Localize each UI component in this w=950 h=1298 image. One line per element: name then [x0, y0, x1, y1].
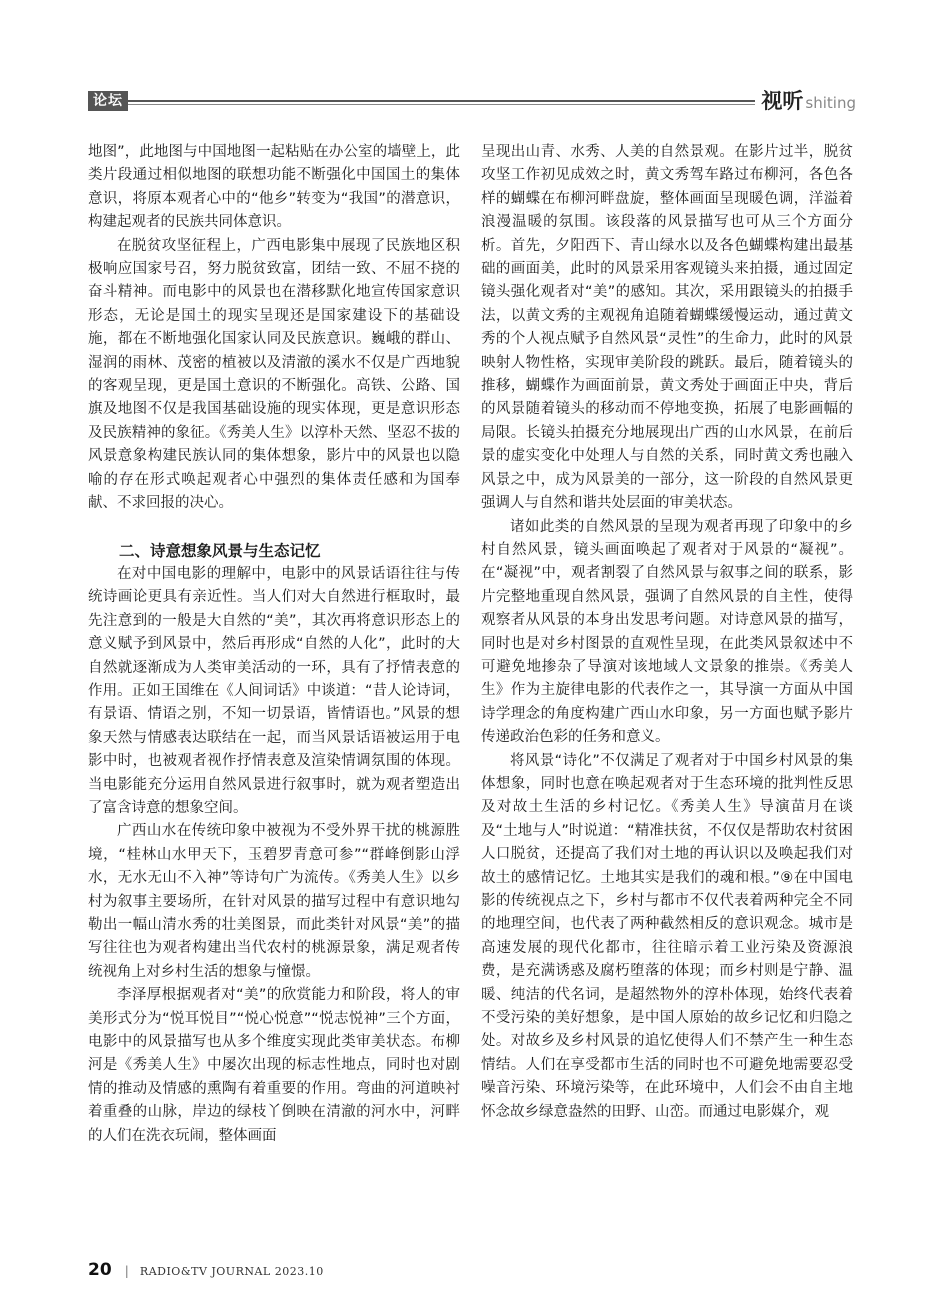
header-rule: [128, 100, 846, 102]
body-paragraph: 诸如此类的自然风景的呈现为观者再现了印象中的乡村自然风景，镜头画面唤起了观者对于风景的“凝视”。在“凝视”中，观者割裂了自然风景与叙事之间的联系，影片完整地重现自然风景，强调了自然风景的自主性，使得观察者从风景的本身出发思考问题。对诗意风景的描写，同时也是对乡村图景的直观性呈现，在此类风景叙述中不可避免地掺杂了导演对该地域人文景象的推崇。《秀美人生》作为主旋律电影的代表作之一，其导演一方面从中国诗学理念的角度构建广西山水印象，另一方面也赋予影片传递政治色彩的任务和意义。: [481, 518, 853, 746]
section-tag: 论坛: [88, 91, 128, 111]
body-paragraph: 李泽厚根据观者对“美”的欣赏能力和阶段，将人的审美形式分为“悦耳悦目”“悦心悦意”“悦志悦神”三个方面，电影中的风景描写也从多个维度实现此类审美状态。布柳河是《秀美人生》中屡次出现的标志性地点，同时也对剧情的推动及情感的熏陶有着重要的作用。弯曲的河道映衬着重叠的山脉，岸边的绿枝丫倒映在清澈的河水中，河畔的人们在洗衣玩闹，整体画面: [88, 987, 460, 1144]
left-column: [88, 141, 460, 1148]
journal-name: RADIO&TV JOURNAL 2023.10: [139, 1265, 324, 1278]
column-brand: [755, 88, 856, 114]
body-paragraph: 地图”，此地图与中国地图一起粘贴在办公室的墙壁上，此类片段通过相似地图的联想功能不断强化中国国土的集体意识，将原本观者心中的“他乡”转变为“我国”的潜意识，构建起观者的民族共同体意识。: [88, 144, 460, 231]
body-paragraph: 广西山水在传统印象中被视为不受外界干扰的桃源胜境，“桂林山水甲天下，玉碧罗青意可参”“群峰倒影山浮水，无水无山不入神”等诗句广为流传。《秀美人生》以乡村为叙事主要场所，在针对风景的描写过程中有意识地勾勒出一幅山清水秀的壮美图景，而此类针对风景“美”的描写往往也为观者构建出当代农村的桃源景象，满足观者传统视角上对乡村生活的想象与憧憬。: [88, 823, 460, 980]
running-header: [88, 88, 856, 114]
footer-separator: |: [124, 1264, 129, 1278]
brand-pinyin: shiting: [805, 94, 856, 112]
body-paragraph: 呈现出山青、水秀、人美的自然景观。在影片过半，脱贫攻坚工作初见成效之时，黄文秀驾车路过布柳河，各色各样的蝴蝶在布柳河畔盘旋，整体画面呈现暖色调，洋溢着浪漫温暖的氛围。该段落的风景描写也可从三个方面分析。首先，夕阳西下、青山绿水以及各色蝴蝶构建出最基础的画面美，此时的风景采用客观镜头来拍摄，通过固定镜头强化观者对“美”的感知。其次，采用跟镜头的拍摄手法，以黄文秀的主观视角追随着蝴蝶缓慢运动，通过黄文秀的个人视点赋予自然风景“灵性”的生命力，此时的风景映射人物性格，实现审美阶段的跳跃。最后，随着镜头的推移，蝴蝶作为画面前景，黄文秀处于画面正中央，背后的风景随着镜头的移动而不停地变换，拓展了电影画幅的局限。长镜头拍摄充分地展现出广西的山水风景，在前后景的虚实变化中处理人与自然的关系，同时黄文秀也融入风景之中，成为风景美的一部分，这一阶段的自然风景更强调人与自然和谐共处层面的审美状态。: [481, 144, 853, 512]
section-heading: 二、诗意想象风景与生态记忆: [119, 541, 321, 560]
right-column: [481, 141, 853, 1124]
body-paragraph: 在脱贫攻坚征程上，广西电影集中展现了民族地区积极响应国家号召，努力脱贫致富，团结一致、不屈不挠的奋斗精神。而电影中的风景也在潜移默化地宣传国家意识形态，无论是国土的现实呈现还是国家建设下的基础设施，都在不断地强化国家认同及民族意识。巍峨的群山、湿润的雨林、茂密的植被以及清澈的溪水不仅是广西地貌的客观呈现，更是国土意识的不断强化。高铁、公路、国旗及地图不仅是我国基础设施的现实体现，更是意识形态及民族精神的象征。《秀美人生》以淳朴天然、坚忍不拔的风景意象构建民族认同的集体想象，影片中的风景也以隐喻的存在形式唤起观者心中强烈的集体责任感和为国奉献、不求回报的决心。: [88, 237, 460, 512]
body-paragraph: 将风景“诗化”不仅满足了观者对于中国乡村风景的集体想象，同时也意在唤起观者对于生态环境的批判性反思及对故土生活的乡村记忆。《秀美人生》导演苗月在谈及“土地与人”时说道：“精准扶贫，不仅仅是帮助农村贫困人口脱贫，还提高了我们对土地的再认识以及唤起我们对故土的感情记忆。土地其实是我们的魂和根。”⑨在中国电影的传统视点之下，乡村与都市不仅代表着两种完全不同的地理空间，也代表了两种截然相反的意识观念。城市是高速发展的现代化都市，往往暗示着工业污染及资源浪费，是充满诱惑及腐朽堕落的体现；而乡村则是宁静、温暖、纯洁的代名词，是超然物外的淳朴体现，始终代表着不受污染的美好想象，是中国人原始的故乡记忆和归隐之处。对故乡及乡村风景的追忆使得人们不禁产生一种生态情结。人们在享受都市生活的同时也不可避免地需要忍受噪音污染、环境污染等，在此环境中，人们会不由自主地怀念故乡绿意盎然的田野、山峦。而通过电影媒介，观: [481, 752, 853, 1120]
page-number: 20: [88, 1260, 112, 1280]
body-paragraph: 在对中国电影的理解中，电影中的风景话语往往与传统诗画论更具有亲近性。当人们对大自然进行框取时，最先注意到的一般是大自然的“美”，其次再将意识形态上的意义赋予到风景中，然后再形成“自然的人化”，此时的大自然就逐渐成为人类审美活动的一环，具有了抒情表意的作用。正如王国维在《人间词话》中谈道：“昔人论诗词，有景语、情语之别，不知一切景语，皆情语也。”风景的想象天然与情感表达联结在一起，而当风景话语被运用于电影中时，也被观者视作抒情表意及渲染情调氛围的体现。当电影能充分运用自然风景进行叙事时，就为观者塑造出了富含诗意的想象空间。: [88, 565, 460, 816]
page-footer: [88, 1258, 324, 1282]
brand-title: 视听: [761, 89, 804, 113]
header-rule-thin: [128, 104, 846, 105]
